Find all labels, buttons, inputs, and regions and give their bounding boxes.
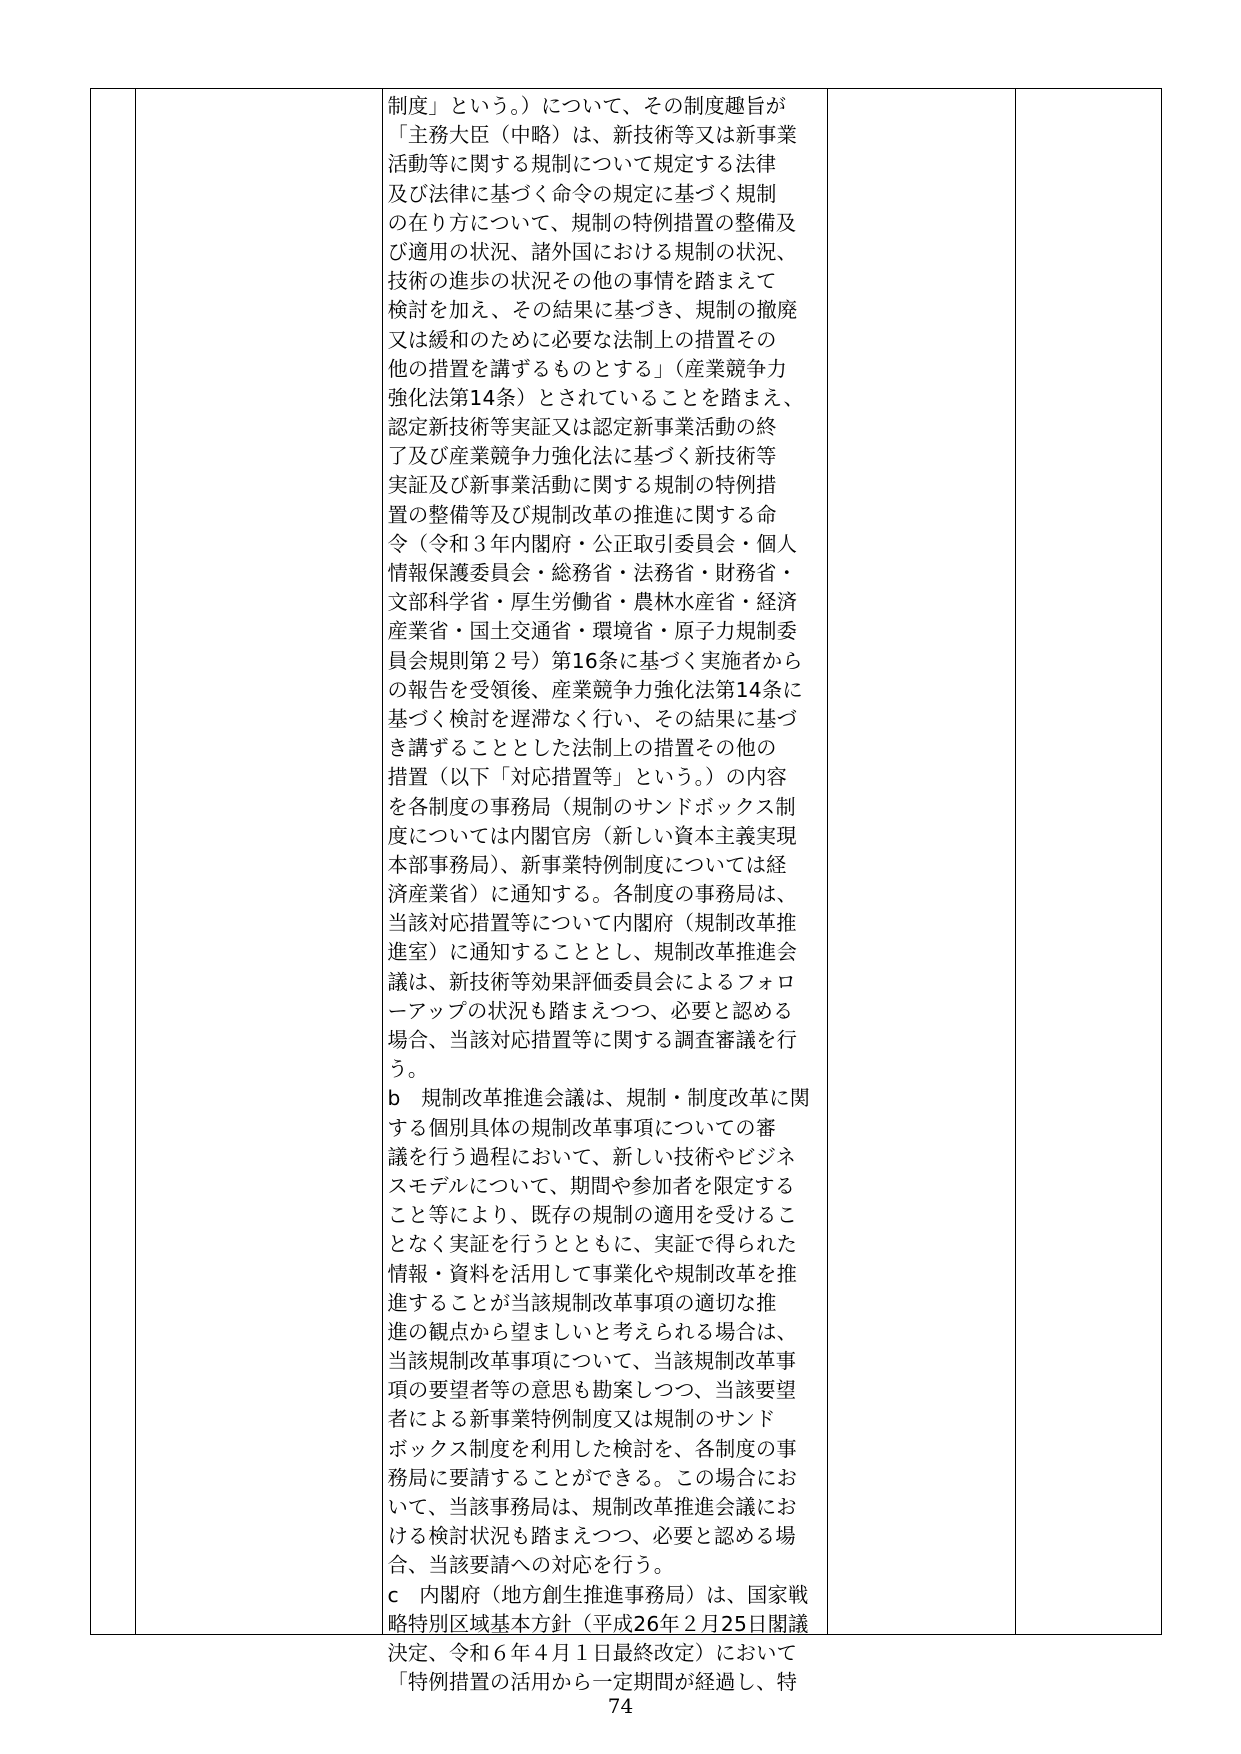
body-text-line: b 規制改革推進会議は、規制・制度改革に関 — [387, 1086, 811, 1111]
body-text-line: スモデルについて、期間や参加者を限定する — [387, 1173, 796, 1198]
body-text-line: 他の措置を講ずるものとする」（産業競争力 — [387, 356, 787, 381]
body-text-line: 情報保護委員会・総務省・法務省・財務省・ — [387, 561, 798, 585]
body-text-line: 基づく検討を遅滞なく行い、その結果に基づ — [387, 706, 798, 731]
body-text-line: となく実証を行うとともに、実証で得られた — [387, 1232, 798, 1257]
page-number: 74 — [607, 1694, 634, 1718]
body-text-line: う。 — [387, 1057, 429, 1082]
body-text-line: き講ずることとした法制上の措置その他の — [387, 736, 777, 761]
body-text-line: 合、当該要請への対応を行う。 — [387, 1553, 675, 1578]
body-text-line: する個別具体の規制改革事項についての審 — [387, 1115, 777, 1140]
table-column-content — [383, 89, 827, 1695]
body-text-line: 強化法第14条）とされていることを踏まえ、 — [387, 385, 805, 410]
body-text-line: の在り方について、規制の特例措置の整備及 — [387, 210, 797, 235]
body-text-line: 進の観点から望ましいと考えられる場合は、 — [387, 1319, 798, 1344]
body-text-line: 令（令和３年内閣府・公正取引委員会・個人 — [387, 531, 798, 556]
body-text-line: 務局に要請することができる。この場合にお — [387, 1465, 798, 1490]
body-text-line: 当該規制改革事項について、当該規制改革事 — [387, 1349, 797, 1374]
body-text-line: 産業省・国土交通省・環境省・原子力規制委 — [387, 619, 798, 644]
body-text-line: 場合、当該対応措置等に関する調査審議を行 — [387, 1028, 798, 1052]
body-text-line: 「主務大臣（中略）は、新技術等又は新事業 — [387, 123, 798, 148]
body-text-line: ーアップの状況も踏まえつつ、必要と認める — [387, 998, 794, 1023]
body-text-line: 者による新事業特例制度又は規制のサンド — [387, 1407, 776, 1432]
body-text-line: 情報・資料を活用して事業化や規制改革を推 — [387, 1261, 798, 1286]
body-text-line: 略特別区域基本方針（平成26年２月25日閣議 — [387, 1611, 809, 1636]
body-text-line: 文部科学省・厚生労働省・農林水産省・経済 — [387, 590, 798, 615]
body-text-line: 措置（以下「対応措置等」という。）の内容 — [387, 765, 787, 790]
body-text-line: 及び法律に基づく命令の規定に基づく規制 — [387, 181, 777, 206]
document-table — [90, 88, 1162, 1695]
body-text-line: いて、当該事務局は、規制改革推進会議にお — [387, 1495, 797, 1519]
body-text-line: を各制度の事務局（規制のサンドボックス制 — [387, 794, 796, 819]
table-column-remarks — [1016, 89, 1161, 1634]
body-text-line: 度については内閣官房（新しい資本主義実現 — [387, 823, 797, 848]
body-text-line: 当該対応措置等について内閣府（規制改革推 — [387, 911, 797, 936]
body-text-line: 進することが当該規制改革事項の適切な推 — [387, 1290, 777, 1315]
body-text-line: ボックス制度を利用した検討を、各制度の事 — [387, 1436, 797, 1461]
body-text-line: 活動等に関する規制について規定する法律 — [387, 152, 777, 177]
body-text-line: 項の要望者等の意思も勘案しつつ、当該要望 — [387, 1378, 797, 1403]
body-text-line: 済産業省）に通知する。各制度の事務局は、 — [387, 882, 798, 907]
body-text-line: こと等により、既存の規制の適用を受けるこ — [387, 1203, 798, 1228]
body-text-line: ける検討状況も踏まえつつ、必要と認める場 — [387, 1524, 796, 1549]
body-text-line: 技術の進歩の状況その他の事情を踏まえて — [387, 269, 777, 294]
body-text-line: 決定、令和６年４月１日最終改定）において — [387, 1640, 798, 1665]
body-text-line: 実証及び新事業活動に関する規制の特例措 — [387, 473, 777, 498]
body-text-line: び適用の状況、諸外国における規制の状況、 — [387, 239, 798, 264]
body-text-line: 議は、新技術等効果評価委員会によるフォロ — [387, 969, 797, 994]
body-text-line: c 内閣府（地方創生推進事務局）は、国家戦 — [387, 1582, 809, 1607]
body-text-line: 「特例措置の活用から一定期間が経過し、特 — [387, 1670, 798, 1695]
body-text-line: 認定新技術等実証又は認定新事業活動の終 — [387, 415, 777, 440]
body-text-line: 置の整備等及び規制改革の推進に関する命 — [387, 502, 777, 527]
table-column-number — [91, 89, 136, 1634]
body-text-line: 了及び産業競争力強化法に基づく新技術等 — [387, 444, 777, 469]
table-column-status — [828, 89, 1017, 1634]
table-column-item — [136, 89, 384, 1634]
body-text-line: 進室）に通知することとし、規制改革推進会 — [387, 940, 798, 965]
body-text-line: 検討を加え、その結果に基づき、規制の撤廃 — [387, 298, 798, 323]
body-text-line: 又は緩和のために必要な法制上の措置その — [387, 327, 777, 352]
body-text-line: 員会規則第２号）第16条に基づく実施者から — [387, 648, 803, 673]
body-text-line: の報告を受領後、産業競争力強化法第14条に — [387, 677, 803, 702]
body-text-line: 本部事務局）、新事業特例制度については経 — [387, 852, 787, 877]
body-text-line: 議を行う過程において、新しい技術やビジネ — [387, 1144, 797, 1169]
body-text-line: 制度」という。）について、その制度趣旨が — [387, 94, 787, 118]
